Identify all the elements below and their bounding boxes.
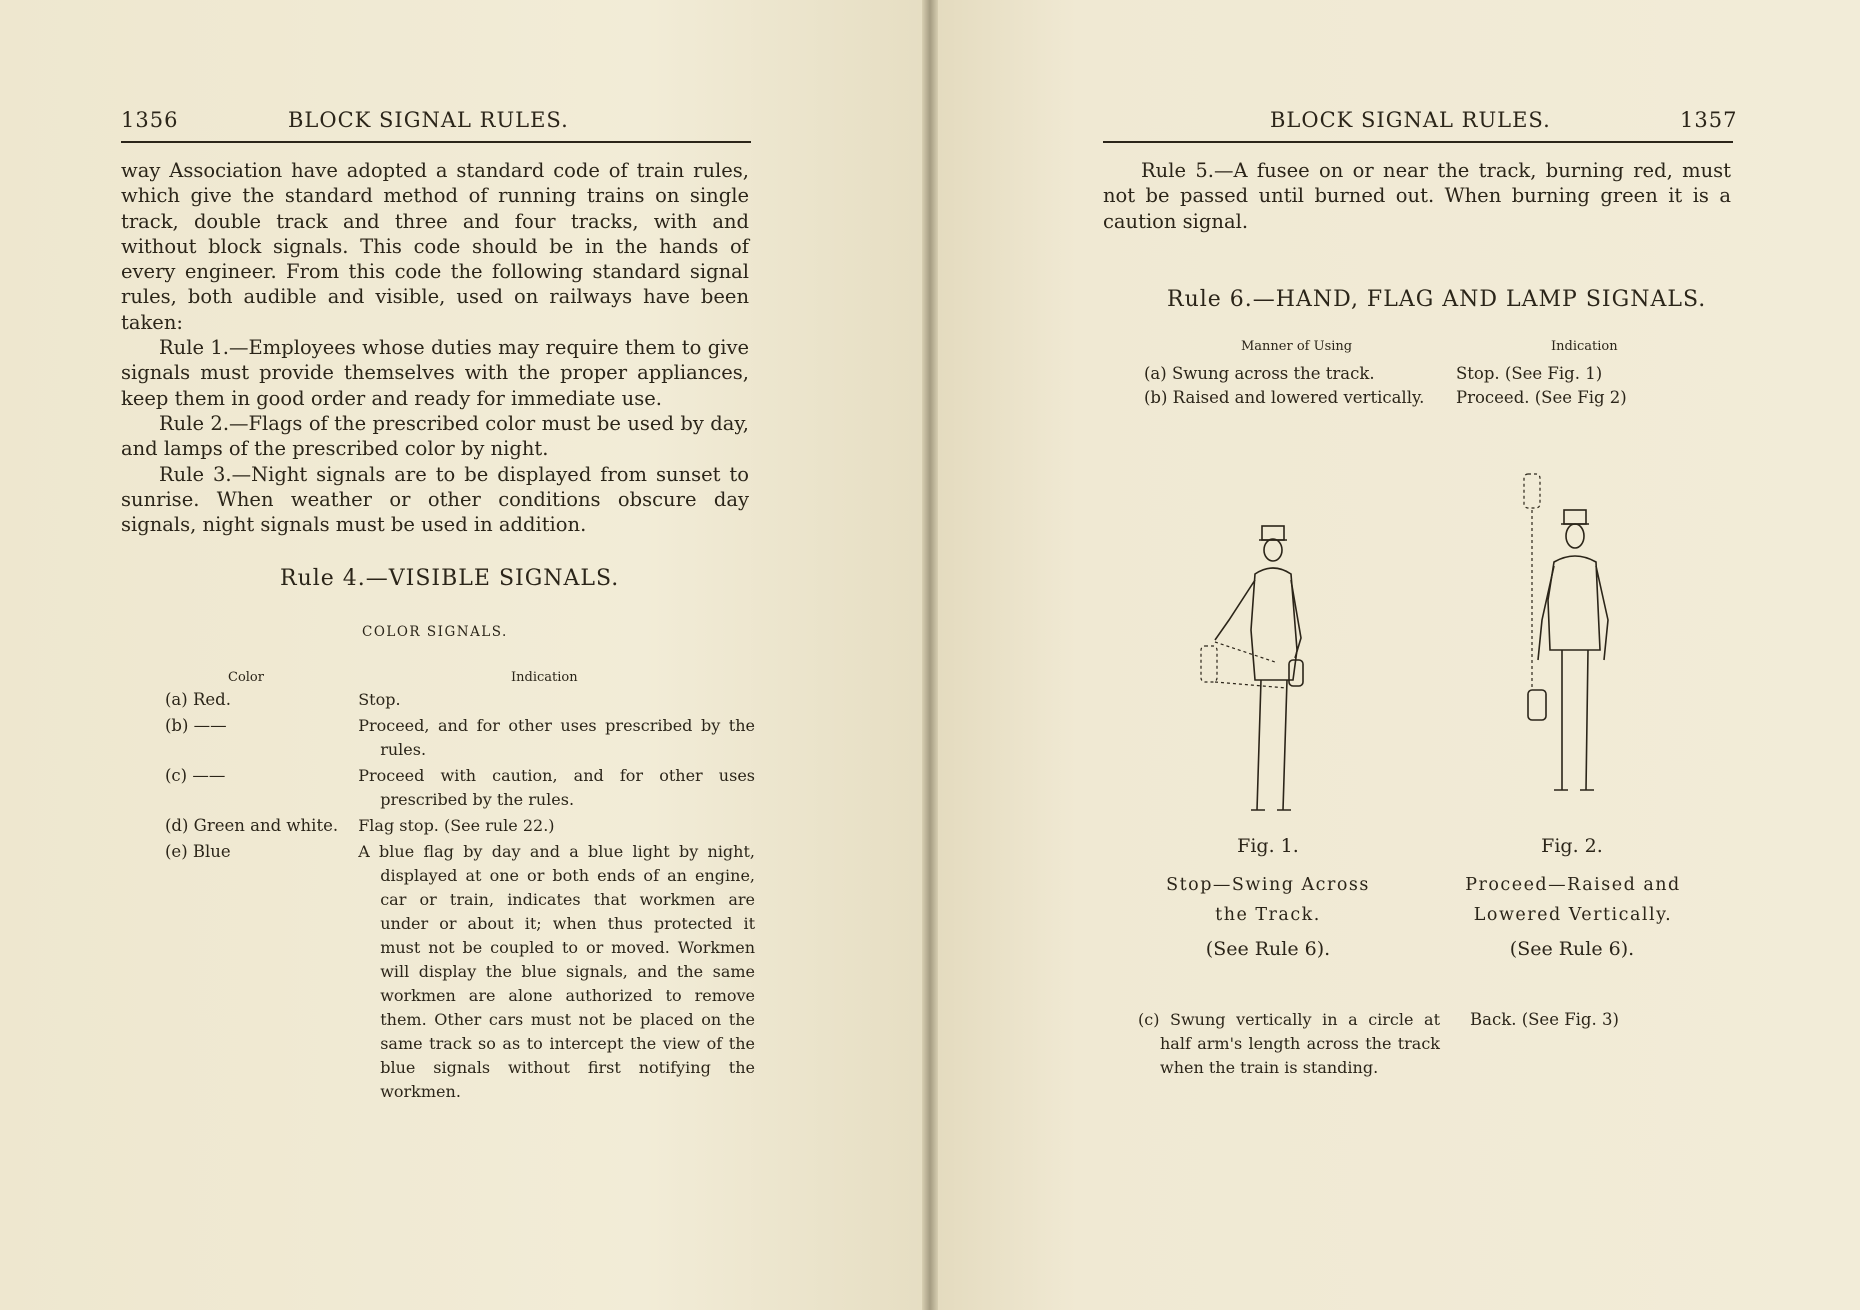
table-row xyxy=(1144,386,1724,410)
row-c-indication: Back. (See Fig. 3) xyxy=(1470,1010,1619,1029)
right-header-rule xyxy=(1103,141,1733,143)
row-c-label: (c) Swung vertically in a circle at half arm's length across the track when the train is standing. xyxy=(1138,1010,1440,1077)
fig2-caption xyxy=(1432,870,1714,930)
rule-6-heading: Rule 6.—HAND, FLAG AND LAMP SIGNALS. xyxy=(1167,287,1707,312)
table-row xyxy=(1144,362,1724,386)
left-page xyxy=(0,0,922,1310)
fig2-cap xyxy=(1564,510,1586,524)
rule-5: Rule 5.—A fusee on or near the track, burning red, must not be passed until burned out. When burning green it is a caution signal. xyxy=(1103,159,1731,233)
row-indication: A blue flag by day and a blue light by night, displayed at one or both ends of an engine, car or train, indicates that workmen are under or about it; when thus protected it must not be coupled to or moved. Workmen will display the blue signals, and the same workmen are alone authorized to remove them. Other cars must not be placed on the same track so as to intercept the view of the blue signals without first notifying the workmen. xyxy=(358,842,755,1101)
fig2-lantern-motion xyxy=(1524,474,1540,508)
table-row xyxy=(165,764,755,812)
fig2-label: Fig. 2. xyxy=(1541,835,1603,857)
row-indication: Proceed, and for other uses prescribed by the rules. xyxy=(358,716,755,759)
row-label: (d) Green and white. xyxy=(165,816,339,835)
fig2-illustration xyxy=(1492,470,1632,815)
row-indication: Proceed with caution, and for other uses prescribed by the rules. xyxy=(358,766,755,809)
color-signals-table xyxy=(165,688,755,1104)
fig2-coat xyxy=(1548,556,1600,650)
fig1-label: Fig. 1. xyxy=(1237,835,1299,857)
row-label: (e) Blue xyxy=(165,842,231,861)
row-label: (b) —— xyxy=(165,716,227,735)
rule-3: Rule 3.—Night signals are to be displayed from sunset to sunrise. When weather or other conditions obscure day signals, night signals must be used in addition. xyxy=(121,462,749,537)
fig1-coat xyxy=(1251,568,1297,680)
table-row xyxy=(165,814,755,838)
left-page-number: 1356 xyxy=(121,108,179,132)
fig2-caption-line2: Lowered Vertically. xyxy=(1473,905,1673,925)
fig1-head xyxy=(1264,539,1282,561)
fig2-lantern xyxy=(1528,690,1546,720)
row-label: (a) Swung across the track. xyxy=(1144,364,1375,383)
row-indication: Stop. (See Fig. 1) xyxy=(1456,364,1603,383)
fig1-reference: (See Rule 6). xyxy=(1205,938,1331,960)
fig1-illustration xyxy=(1193,510,1333,830)
fig2-left-arm xyxy=(1538,566,1554,660)
row-indication: Stop. xyxy=(358,690,401,709)
rule-1: Rule 1.—Employees whose duties may require them to give signals must provide themselves with the proper appliances, keep them in good order and ready for immediate use. xyxy=(121,336,749,410)
fig2-caption-line1: Proceed—Raised and xyxy=(1465,875,1681,895)
fig1-lantern-motion xyxy=(1201,646,1217,682)
fig2-reference: (See Rule 6). xyxy=(1509,938,1635,960)
fig1-caption-line1: Stop—Swing Across xyxy=(1166,875,1370,895)
row-indication: Proceed. (See Fig 2) xyxy=(1456,388,1627,407)
fig2-legs xyxy=(1562,650,1588,790)
column-indication: Indication xyxy=(1551,339,1618,354)
left-header-rule xyxy=(121,141,751,143)
table-row xyxy=(1138,1008,1718,1080)
table-row xyxy=(165,688,755,712)
fig1-caption-line2: the Track. xyxy=(1215,905,1321,925)
table-row xyxy=(165,840,755,1104)
intro-paragraph: way Association have adopted a standard code of train rules, which give the standard method of running trains on single track, double track and three and four tracks, with and without block signals. This code should be in the hands of every engineer. From this code the following standard signal rules, both audible and visible, used on railways have been taken: xyxy=(121,159,749,334)
rule-2: Rule 2.—Flags of the prescribed color must be used by day, and lamps of the prescribed color by night. xyxy=(121,411,749,461)
color-signals-heading: COLOR SIGNALS. xyxy=(362,624,508,640)
left-running-head: BLOCK SIGNAL RULES. xyxy=(288,108,569,132)
fig1-legs xyxy=(1257,680,1287,810)
fig1-swing-lines xyxy=(1215,642,1287,688)
book-gutter xyxy=(922,0,938,1310)
fig1-arm xyxy=(1215,580,1255,640)
row-label: (c) —— xyxy=(165,766,226,785)
right-running-head: BLOCK SIGNAL RULES. xyxy=(1270,108,1551,132)
column-color: Color xyxy=(228,670,264,685)
table-row xyxy=(165,714,755,762)
fig1-cap xyxy=(1262,526,1284,540)
row-indication: Flag stop. (See rule 22.) xyxy=(358,816,555,835)
fig2-head xyxy=(1566,524,1584,548)
column-indication: Indication xyxy=(511,670,578,685)
hand-signals-table xyxy=(1144,362,1724,410)
fig1-caption xyxy=(1138,870,1398,930)
fig1-lantern xyxy=(1289,660,1303,686)
right-page-number: 1357 xyxy=(1680,108,1738,132)
row-label: (a) Red. xyxy=(165,690,231,709)
row-label: (b) Raised and lowered vertically. xyxy=(1144,388,1425,407)
right-page xyxy=(938,0,1860,1310)
left-body xyxy=(121,158,749,537)
rule-4-heading: Rule 4.—VISIBLE SIGNALS. xyxy=(280,566,620,591)
column-manner: Manner of Using xyxy=(1241,339,1353,354)
